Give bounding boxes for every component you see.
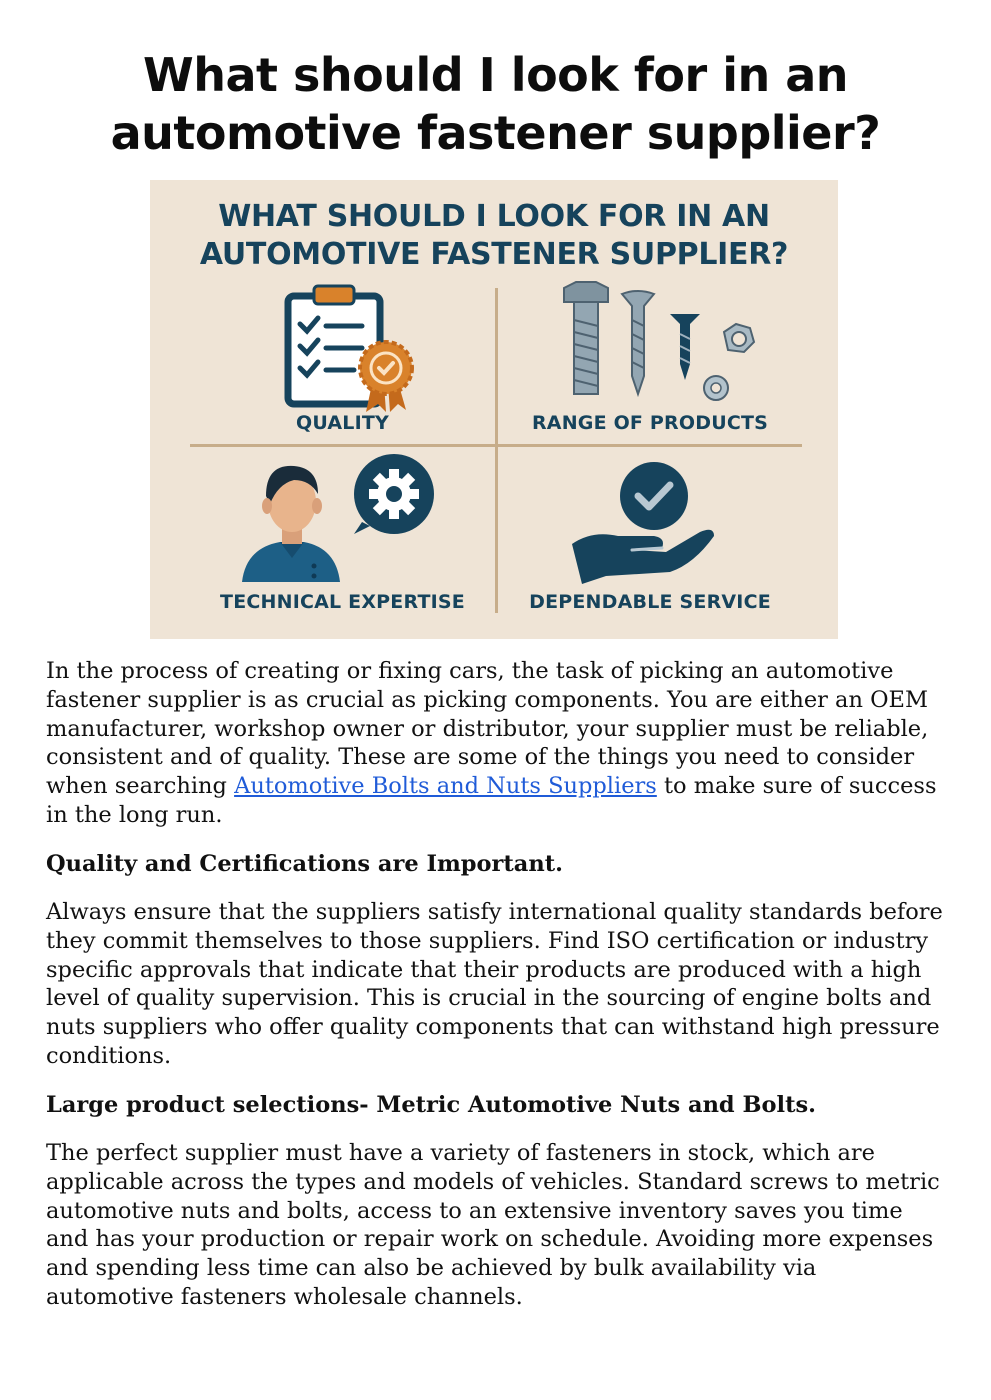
dependable-service-label: DEPENDABLE SERVICE: [529, 591, 771, 613]
section-heading-quality: Quality and Certifications are Important.: [46, 851, 563, 877]
infographic-title: [150, 198, 838, 274]
section-heading-products: Large product selections- Metric Automotive Nuts and Bolts.: [46, 1092, 816, 1118]
bolts-screws-nuts-icon: [558, 280, 768, 410]
section-body-quality: Always ensure that the suppliers satisfy international quality standards before they commit themselves to those suppliers. Find ISO certification or industry specific approvals that indicate that their products are produced with a high level of quality supervision. This is crucial in the sourcing of engine bolts and nuts suppliers who offer quality components that can withstand high pressure conditions.: [46, 899, 943, 1069]
range-of-products-label: RANGE OF PRODUCTS: [531, 412, 769, 434]
intro-text-before-link: In the process of creating or fixing cars, the task of picking an automotive fastener supplier is as crucial as picking components. You are either an OEM manufacturer, workshop owner or distributor, your supplier must be reliable, consistent and of quality. These are some of the things you need to consider when searching: [46, 658, 929, 800]
infographic-horizontal-divider: [190, 444, 802, 447]
section-body-products: The perfect supplier must have a variety of fasteners in stock, which are applicable across the types and models of vehicles. Standard screws to metric automotive nuts and bolts, access to an extensive inventory saves you time and has your production or repair work on schedule. Avoiding more expenses and spending less time can also be achieved by bulk availability via automotive fasteners wholesale channels.: [46, 1140, 940, 1310]
infographic-title-line-1: WHAT SHOULD I LOOK FOR IN AN: [218, 199, 770, 234]
suppliers-link[interactable]: Automotive Bolts and Nuts Suppliers: [234, 773, 657, 800]
technical-expertise-label: TECHNICAL EXPERTISE: [220, 591, 465, 613]
infographic: [150, 180, 838, 639]
page-title: What should I look for in an automotive fastener supplier?: [110, 48, 881, 160]
quality-label: QUALITY: [296, 412, 389, 434]
hand-checkmark-icon: [570, 460, 720, 585]
infographic-title-line-2: AUTOMOTIVE FASTENER SUPPLIER?: [199, 237, 789, 272]
intro-paragraph: [46, 657, 946, 830]
intro-text-after-link: to make sure of success in the long run.: [46, 773, 937, 828]
clipboard-checklist-badge-icon: [280, 284, 420, 414]
infographic-vertical-divider: [495, 288, 498, 613]
person-gear-icon: [238, 452, 448, 584]
